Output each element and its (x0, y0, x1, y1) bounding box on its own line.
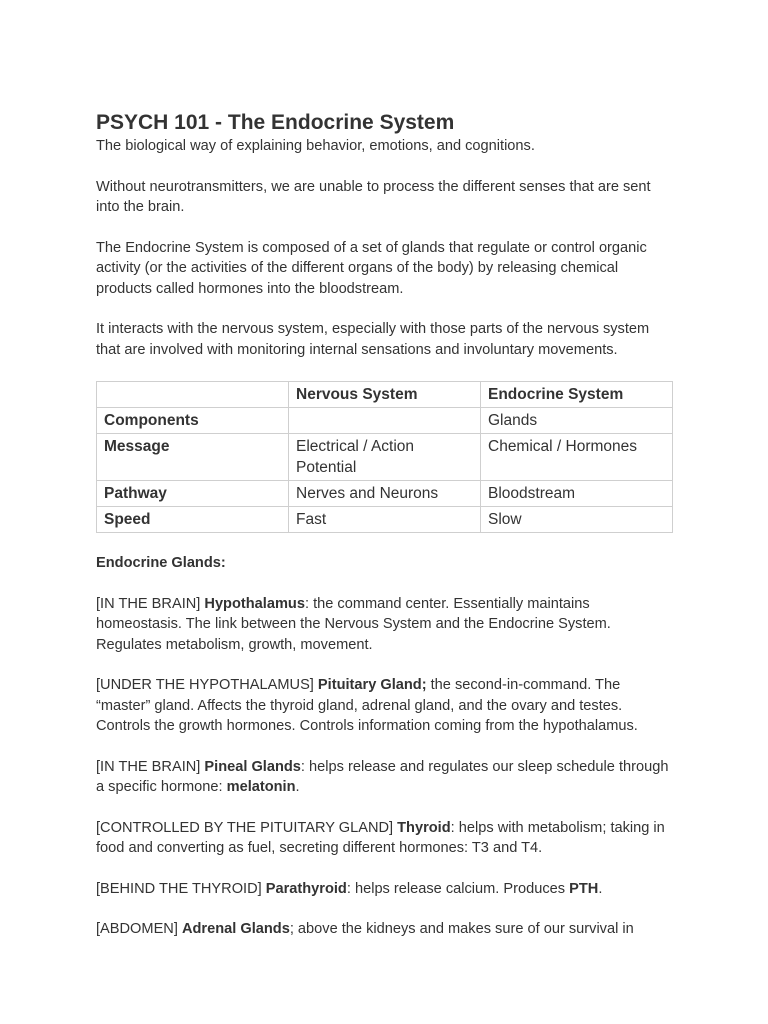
table-header-row (97, 382, 673, 408)
table-row-label: Message (97, 434, 289, 481)
table-cell: Nerves and Neurons (289, 481, 481, 507)
table-header-cell (97, 382, 289, 408)
table-row-label: Components (97, 408, 289, 434)
table-cell: Slow (481, 507, 673, 533)
table-row (97, 434, 673, 481)
gland-pituitary: [UNDER THE HYPOTHALAMUS] Pituitary Gland; the second-in-command. The “master” gland. Affects the thyroid gland, adrenal gland, and the ovary and testes. Controls the growth hormones. Controls information coming from the hypothalamus. (96, 677, 638, 734)
table-header-cell: Nervous System (289, 382, 481, 408)
page-title: PSYCH 101 - The Endocrine System (96, 111, 455, 134)
table-cell: Electrical / Action Potential (289, 434, 481, 481)
gland-pineal: [IN THE BRAIN] Pineal Glands: helps release and regulates our sleep schedule through a specific hormone: melatonin. (96, 758, 669, 795)
glands-heading: Endocrine Glands: (96, 555, 226, 571)
table-row (97, 481, 673, 507)
table-cell (289, 408, 481, 434)
comparison-table (96, 381, 673, 533)
table-header-cell: Endocrine System (481, 382, 673, 408)
gland-thyroid: [CONTROLLED BY THE PITUITARY GLAND] Thyroid: helps with metabolism; taking in food and converting as fuel, secreting different hormones: T3 and T4. (96, 819, 665, 856)
intro-text: The biological way of explaining behavior, emotions, and cognitions. (96, 138, 535, 154)
paragraph-endocrine-definition: The Endocrine System is composed of a set of glands that regulate or control organic activity (or the activities of the different organs of the body) by releasing chemical products called hormones into the bloodstream. (96, 239, 647, 297)
gland-parathyroid: [BEHIND THE THYROID] Parathyroid: helps release calcium. Produces PTH. (96, 880, 603, 897)
gland-adrenal: [ABDOMEN] Adrenal Glands; above the kidneys and makes sure of our survival in (96, 921, 634, 937)
table-row (97, 507, 673, 533)
paragraph-nervous-interaction: It interacts with the nervous system, especially with those parts of the nervous system that are involved with monitoring internal sensations and involuntary movements. (96, 321, 650, 358)
table-row (97, 408, 673, 434)
gland-hypothalamus: [IN THE BRAIN] Hypothalamus: the command center. Essentially maintains homeostasis. The link between the Nervous System and the Endocrine System. Regulates metabolism, growth, movement. (96, 595, 611, 653)
table-row-label: Pathway (97, 481, 289, 507)
document-page (96, 110, 676, 940)
table-row-label: Speed (97, 507, 289, 533)
table-cell: Chemical / Hormones (481, 434, 673, 481)
paragraph-neurotransmitters: Without neurotransmitters, we are unable to process the different senses that are sent into the brain. (96, 178, 651, 215)
table-cell: Bloodstream (481, 481, 673, 507)
table-cell: Glands (481, 408, 673, 434)
table-cell: Fast (289, 507, 481, 533)
